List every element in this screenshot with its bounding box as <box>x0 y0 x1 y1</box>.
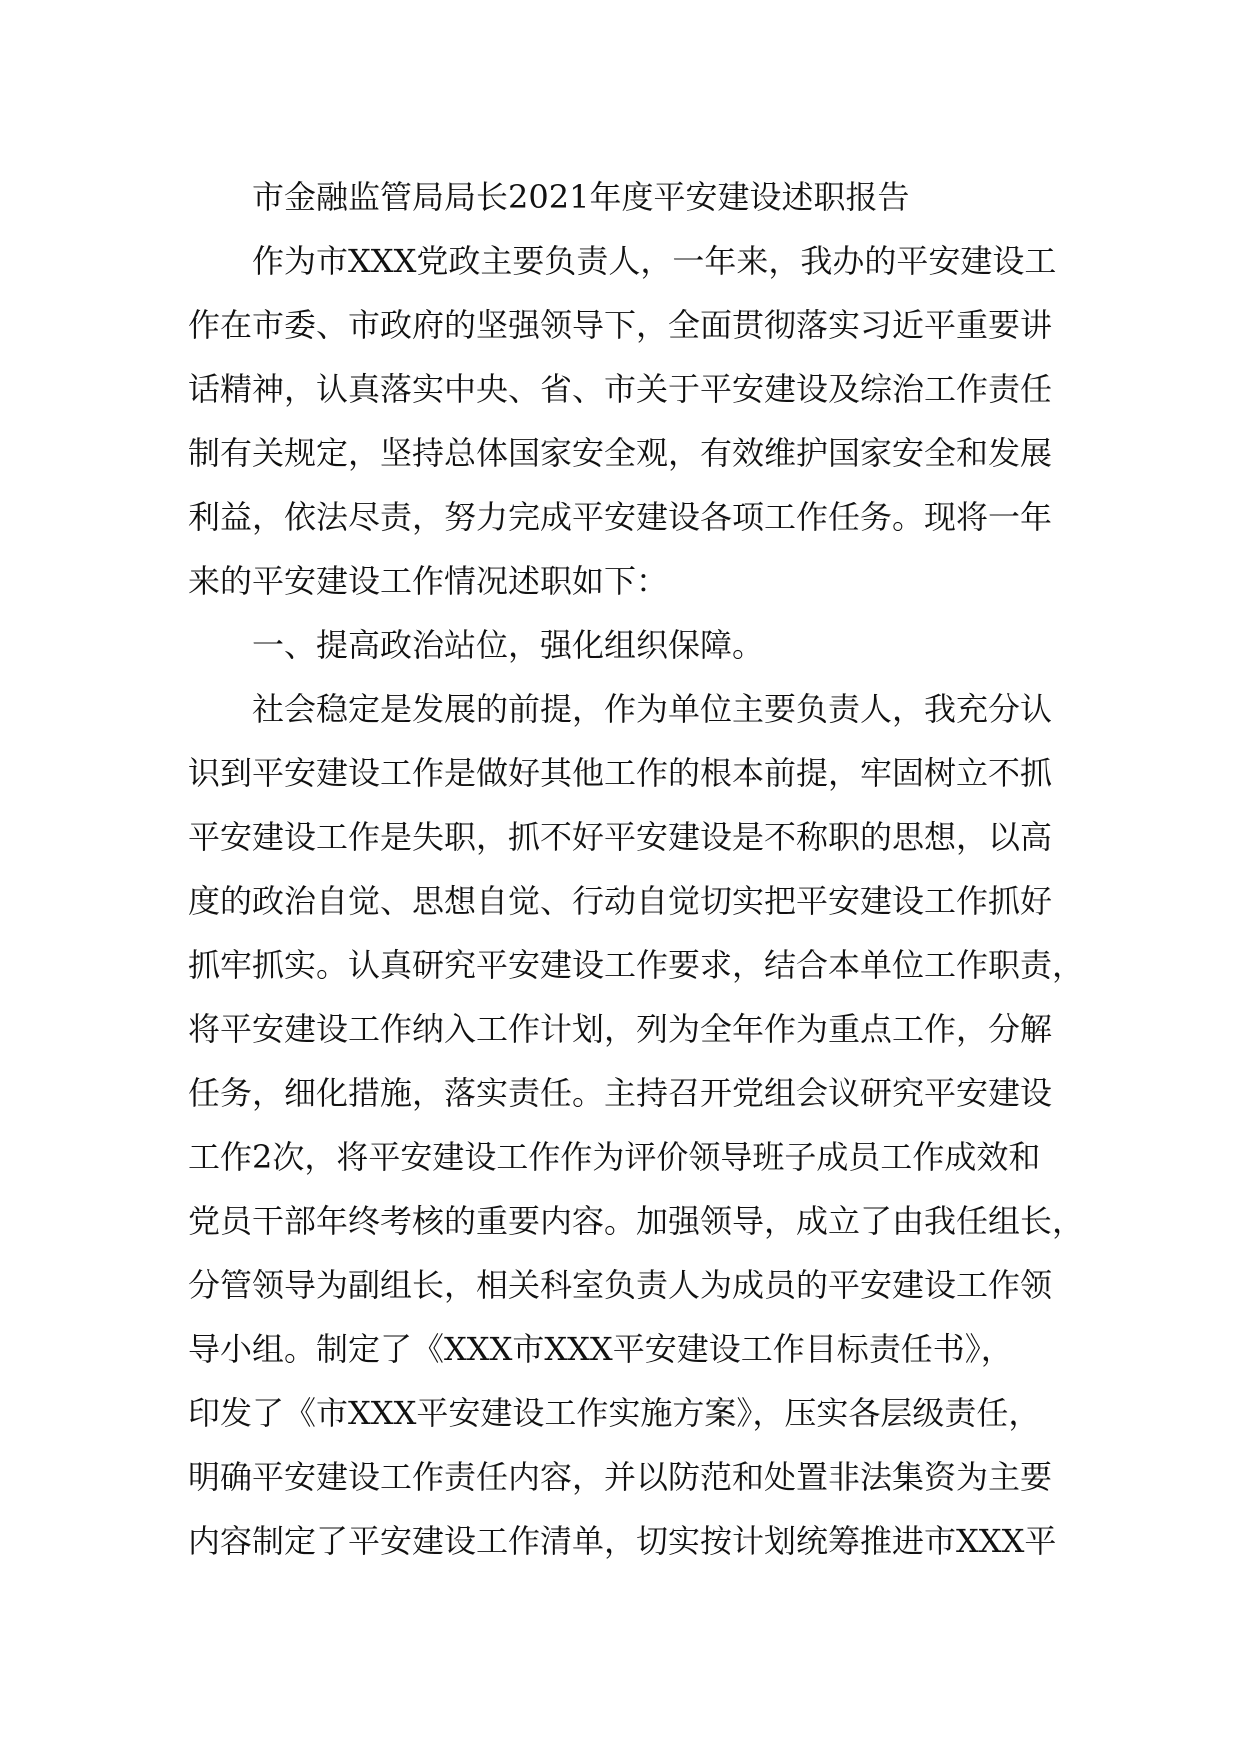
paragraph-line: 识到平安建设工作是做好其他工作的根本前提，牢固树立不抓 <box>188 754 1053 792</box>
paragraph-line: 抓牢抓实。认真研究平安建设工作要求，结合本单位工作职责， <box>188 946 1085 984</box>
paragraph-line: 明确平安建设工作责任内容，并以防范和处置非法集资为主要 <box>188 1458 1053 1496</box>
paragraph-line: 作在市委、市政府的坚强领导下，全面贯彻落实习近平重要讲 <box>188 306 1053 344</box>
paragraph-line: 将平安建设工作纳入工作计划，列为全年作为重点工作，分解 <box>188 1010 1053 1048</box>
section-heading: 一、提高政治站位，强化组织保障。 <box>252 626 765 664</box>
paragraph-line: 平安建设工作是失职，抓不好平安建设是不称职的思想，以高 <box>188 818 1053 856</box>
document-title: 市金融监管局局长2021年度平安建设述职报告 <box>252 178 910 216</box>
paragraph-line: 导小组。制定了《XXX市XXX平安建设工作目标责任书》， <box>188 1330 1013 1368</box>
paragraph-line: 内容制定了平安建设工作清单，切实按计划统筹推进市XXX平 <box>188 1522 1057 1560</box>
paragraph-line: 作为市XXX党政主要负责人，一年来，我办的平安建设工 <box>252 242 1057 280</box>
paragraph-line: 任务，细化措施，落实责任。主持召开党组会议研究平安建设 <box>188 1074 1053 1112</box>
paragraph-line: 社会稳定是发展的前提，作为单位主要负责人，我充分认 <box>252 690 1053 728</box>
paragraph-line: 制有关规定，坚持总体国家安全观，有效维护国家安全和发展 <box>188 434 1053 472</box>
paragraph-line: 度的政治自觉、思想自觉、行动自觉切实把平安建设工作抓好 <box>188 882 1053 920</box>
paragraph-line: 话精神，认真落实中央、省、市关于平安建设及综治工作责任 <box>188 370 1053 408</box>
paragraph-line: 来的平安建设工作情况述职如下： <box>188 562 669 600</box>
paragraph-line: 印发了《市XXX平安建设工作实施方案》，压实各层级责任， <box>188 1394 1041 1432</box>
paragraph-line: 利益，依法尽责，努力完成平安建设各项工作任务。现将一年 <box>188 498 1053 536</box>
document-body <box>188 165 1085 1573</box>
paragraph-line: 分管领导为副组长，相关科室负责人为成员的平安建设工作领 <box>188 1266 1053 1304</box>
paragraph-line: 工作2次，将平安建设工作作为评价领导班子成员工作成效和 <box>188 1138 1041 1176</box>
paragraph-line: 党员干部年终考核的重要内容。加强领导，成立了由我任组长， <box>188 1202 1085 1240</box>
